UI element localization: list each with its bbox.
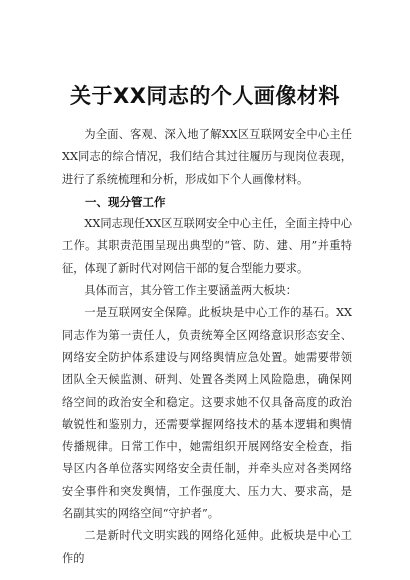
section-heading: 一、现分管工作 [85, 194, 166, 209]
paragraph-3: 一是互联网安全保障。此板块是中心工作的基石。XX同志作为第一责任人，负责统筹全区网络意识形态安全、网络安全防护体系建设与网络舆情应急处置。她需要带领团队全天候监测、研判、处置各类网上风险隐患，确保网络空间的政治安全和稳定。这要求她不仅具备高度的政治敏锐性和鉴别力，还需要掌握网络技术的基本逻辑和舆情传播规律。日常工作中，她需组织开展网络安全检查，指导区内各单位落实网络安全责任制，并牵头应对各类网络安全事件和突发舆情，工作强度大、压力大、要求高，是名副其实的网络空间“守护者”。 [62, 306, 352, 521]
intro-paragraph: 为全面、客观、深入地了解XX区互联网安全中心主任XX同志的综合情况，我们结合其过往履历与现岗位表现，进行了系统梳理和分析，形成如下个人画像材料。 [62, 128, 352, 186]
paragraph-4: 二是新时代文明实践的网络化延伸。此板块是中心工作的 [62, 529, 352, 565]
document-body [62, 124, 352, 570]
paragraph-1: XX同志现任XX区互联网安全中心主任，全面主持中心工作。其职责范围呈现出典型的“管、防、建、用”并重特征，体现了新时代对网信干部的复合型能力要求。 [62, 217, 352, 275]
paragraph-2: 具体而言，其分管工作主要涵盖两大板块： [84, 284, 297, 298]
document-title: 关于XX同志的个人画像材料 [70, 84, 340, 108]
